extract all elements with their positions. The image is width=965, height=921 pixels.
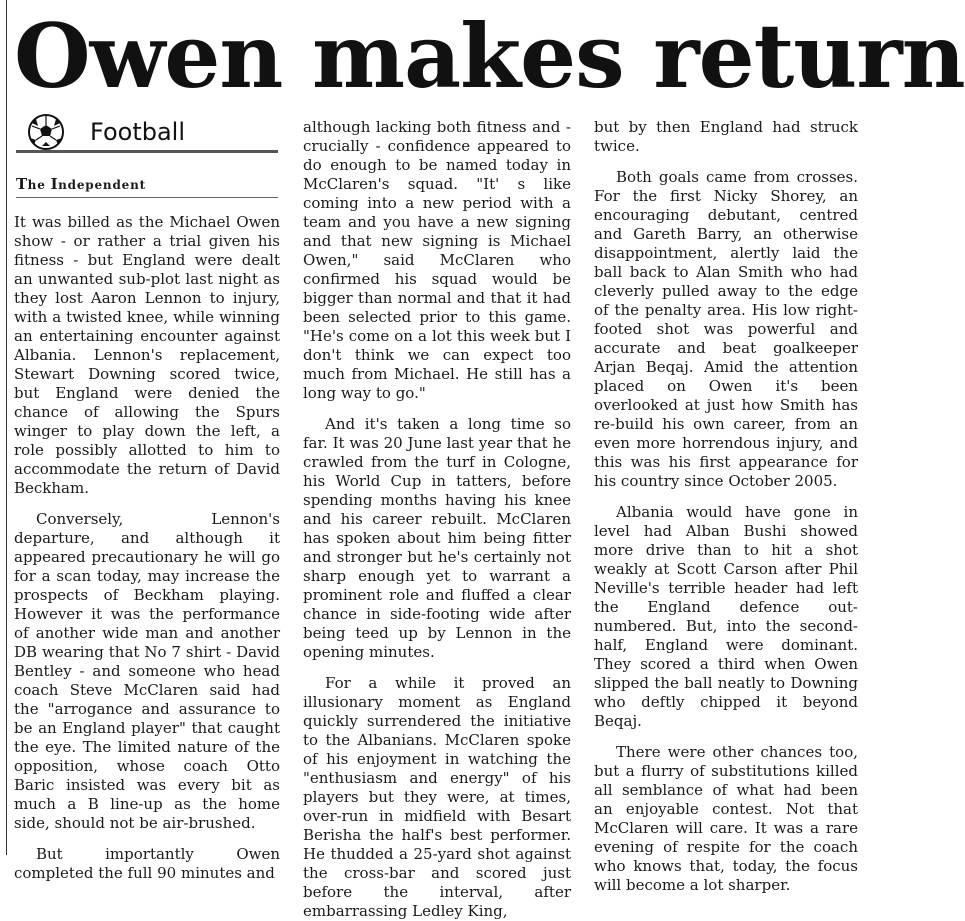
source-text: he xyxy=(27,178,51,192)
article-column-2 xyxy=(303,118,571,920)
paragraph: There were other chances too, but a flurry of substitutions killed all semblance of what had been an enjoyable contest. Not that McClaren will care. It was a rare evening of respite for the coach who knows that, today, the focus will become a lot sharper. xyxy=(594,743,858,894)
football-icon xyxy=(18,114,74,150)
paragraph: although lacking both fitness and - crucially - confidence appeared to do enough to be named today in McClaren's squad. "It' s like coming into a new period with a team and you have a new signing and that new signing is Michael Owen," said McClaren who confirmed his squad would be bigger than normal and that it had been selected prior to this game. "He's come on a lot this week but I don't think we can expect too much from Michael. He still has a long way to go." xyxy=(303,118,571,402)
paragraph: And it's taken a long time so far. It was 20 June last year that he crawled from the turf in Cologne, his World Cup in tatters, before spending months having his knee and his career rebuilt. McClaren has spoken about him being fitter and stronger but he's certainly not sharp enough yet to warrant a prominent role and fluffed a clear chance in side-footing wide after being teed up by Lennon in the opening minutes. xyxy=(303,415,571,661)
article-column-3 xyxy=(594,118,858,894)
source-byline xyxy=(16,175,278,198)
source-text: ndependent xyxy=(58,178,146,192)
paragraph: It was billed as the Michael Owen show - or rather a trial given his fitness - but England were dealt an unwanted sub-plot last night as they lost Aaron Lennon to injury, with a twisted knee, while winning an entertaining encounter against Albania. Lennon's replacement, Stewart Downing scored twice, but England were denied the chance of allowing the Spurs winger to play down the left, a role possibly allotted to him to accommodate the return of David Beckham. xyxy=(14,213,280,497)
paragraph: Albania would have gone in level had Alban Bushi showed more drive than to hit a shot weakly at Scott Carson after Phil Neville's terrible header had left the England defence out-numbered. But, into the second-half, England were dominant. They scored a third when Owen slipped the ball neatly to Downing who deftly chipped it beyond Beqaj. xyxy=(594,503,858,730)
paragraph: But importantly Owen completed the full 90 minutes and xyxy=(14,845,280,882)
article-column-1 xyxy=(14,213,280,882)
source-initial: T xyxy=(16,175,28,193)
paragraph: but by then England had struck twice. xyxy=(594,118,858,155)
paragraph: For a while it proved an illusionary moment as England quickly surrendered the initiative to the Albanians. McClaren spoke of his enjoyment in watching the "enthusiasm and energy" of his players but they were, at times, over-run in midfield with Besart Berisha the half's best performer. He thudded a 25-yard shot against the cross-bar and scored just before the interval, after embarrassing Ledley King, xyxy=(303,674,571,920)
paragraph: Both goals came from crosses. For the first Nicky Shorey, an encouraging debutant, centred and Gareth Barry, an otherwise disappointment, alertly laid the ball back to Alan Smith who had cleverly pulled away to the edge of the penalty area. His low right-footed shot was powerful and accurate and beat goalkeeper Arjan Beqaj. Amid the attention placed on Owen it's been overlooked at just how Smith has re-build his own career, from an even more horrendous injury, and this was his first appearance for his country since October 2005. xyxy=(594,168,858,490)
headline: Owen makes return xyxy=(14,4,965,108)
source-initial: I xyxy=(50,175,59,193)
section-label: Football xyxy=(90,118,186,146)
section-header xyxy=(16,114,278,154)
column-rule xyxy=(6,0,7,855)
section-underline xyxy=(16,150,278,153)
paragraph: Conversely, Lennon's departure, and although it appeared precautionary he will go for a scan today, may increase the prospects of Beckham playing. However it was the performance of another wide man and another DB wearing that No 7 shirt - David Bentley - and someone who head coach Steve McClaren said had the "arrogance and assurance to be an England player" that caught the eye. The limited nature of the opposition, whose coach Otto Baric insisted was every bit as much a B line-up as the home side, should not be air-brushed. xyxy=(14,510,280,832)
